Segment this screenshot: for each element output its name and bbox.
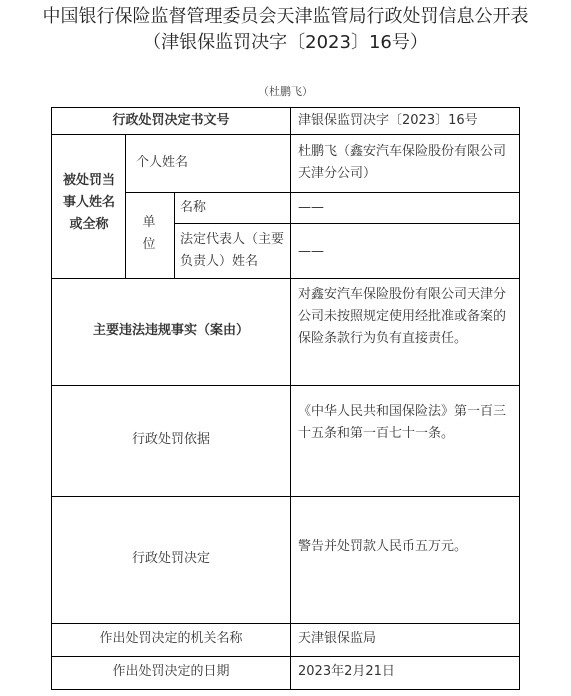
page-title: 中国银行保险监督管理委员会天津监管局行政处罚信息公开表 [42, 6, 529, 27]
unit-name-label: 名称 [180, 200, 207, 215]
penalty-decision-value: 警告并处罚款人民币五万元。 [298, 539, 468, 554]
table-divider [51, 496, 520, 497]
table-divider [51, 656, 520, 657]
table-border-right [519, 107, 520, 690]
doc-number-value: 津银保监罚决字〔2023〕16号 [298, 113, 478, 128]
penalty-decision-label: 行政处罚决定 [131, 551, 210, 566]
table-divider [174, 223, 520, 224]
legal-representative-value: —— [298, 244, 324, 259]
decision-date-value: 2023年2月21日 [298, 664, 395, 679]
unit-name-value: —— [298, 200, 324, 215]
violation-facts-value: 对鑫安汽车保险股份有限公司天津分公司未按照规定使用经批准或备案的保险条款行为负有直接责任。 [298, 287, 507, 346]
doc-number-label: 行政处罚决定书文号 [112, 113, 230, 128]
table-divider [125, 192, 520, 193]
table-column-divider [125, 134, 126, 279]
authority-name-label: 作出处罚决定的机关名称 [99, 631, 243, 646]
page-subtitle: （津银保监罚决字〔2023〕16号） [143, 32, 428, 53]
party-label: 被处罚当事人姓名或全称 [62, 173, 115, 232]
penalty-basis-value: 《中华人民共和国保险法》第一百三十五条和第一百七十一条。 [298, 404, 507, 441]
authority-name-value: 天津银保监局 [298, 631, 377, 646]
table-divider [51, 134, 520, 135]
table-divider [51, 385, 520, 386]
table-divider [51, 623, 520, 624]
individual-name-label: 个人姓名 [136, 155, 189, 170]
legal-representative-label: 法定代表人（主要负责人）姓名 [180, 232, 285, 269]
table-border-left [51, 107, 52, 690]
table-column-divider [290, 107, 291, 690]
author-note: （杜鹏飞） [258, 85, 313, 98]
individual-name-value: 杜鹏飞（鑫安汽车保险股份有限公司天津分公司） [298, 144, 507, 181]
penalty-basis-label: 行政处罚依据 [131, 432, 210, 447]
decision-date-label: 作出处罚决定的日期 [112, 664, 230, 679]
table-border-bottom [51, 689, 520, 690]
violation-facts-label: 主要违法违规事实（案由） [92, 323, 249, 338]
table-border-top [51, 107, 520, 108]
unit-label: 单位 [142, 215, 156, 252]
table-column-divider [174, 192, 175, 279]
table-divider [51, 278, 520, 279]
